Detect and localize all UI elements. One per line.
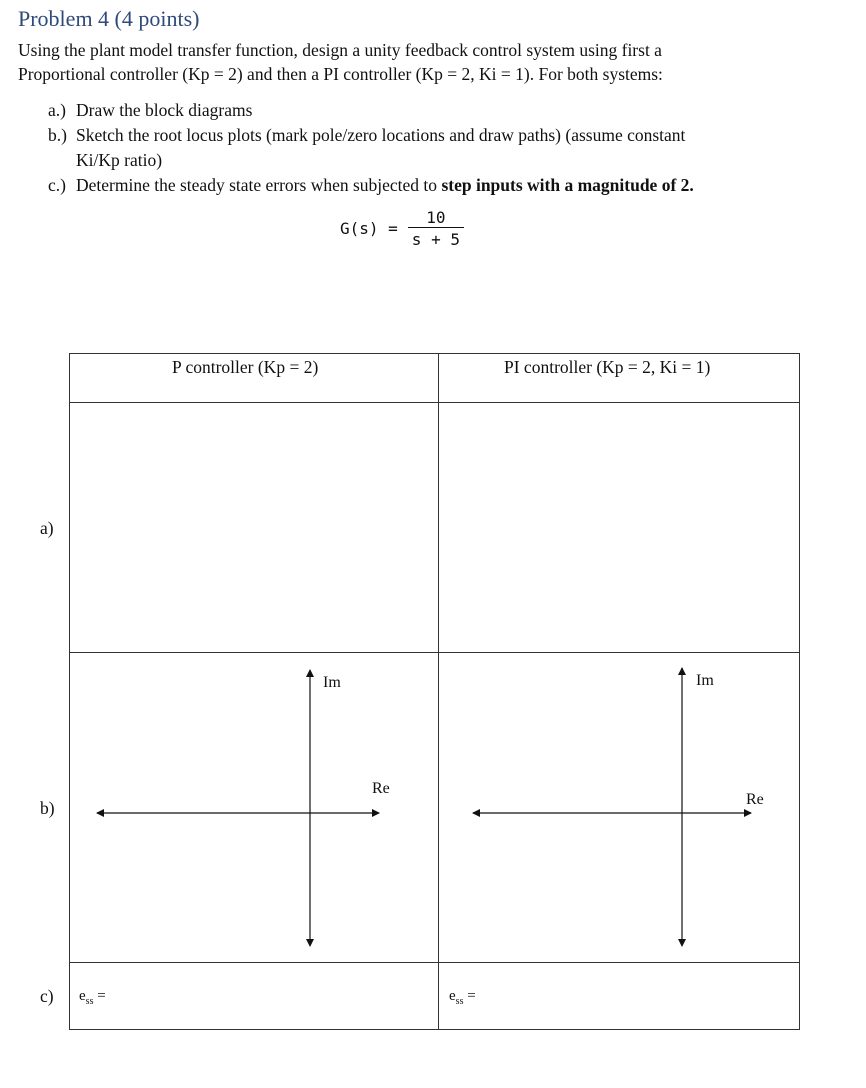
task-a xyxy=(48,100,252,121)
p-ess-subscript: ss xyxy=(85,996,94,1007)
task-c-bold-text: step inputs with a magnitude of 2. xyxy=(441,175,694,195)
formula-numerator: 10 xyxy=(426,208,446,227)
problem-title: Problem 4 (4 points) xyxy=(18,6,200,31)
pi-real-label: Re xyxy=(746,791,764,808)
pi-ess-subscript: ss xyxy=(455,996,464,1007)
transfer-function xyxy=(340,208,464,249)
pi-imag-label: Im xyxy=(696,672,714,689)
answer-table xyxy=(69,353,800,1030)
intro-line-2: Proportional controller (Kp = 2) and then a PI controller (Kp = 2, Ki = 1). For both systems: xyxy=(18,64,663,84)
formula-lhs: G(s) = xyxy=(340,219,398,238)
header-p-controller: P controller (Kp = 2) xyxy=(172,357,319,377)
task-b-text: Sketch the root locus plots (mark pole/zero locations and draw paths) (assume constant xyxy=(76,125,686,145)
p-ess-equals: = xyxy=(97,988,106,1004)
task-a-label: a.) xyxy=(48,100,66,120)
task-b-label: b.) xyxy=(48,125,67,145)
formula-fraction xyxy=(408,208,464,249)
task-b-continuation: Ki/Kp ratio) xyxy=(76,150,163,170)
pi-steady-state-error xyxy=(449,988,476,1007)
pi-ess-equals: = xyxy=(467,988,476,1004)
task-c xyxy=(48,175,694,196)
row-label-b: b) xyxy=(40,798,55,818)
row-label-a: a) xyxy=(40,518,54,538)
header-pi-controller: PI controller (Kp = 2, Ki = 1) xyxy=(504,357,711,377)
root-locus-axes xyxy=(70,354,801,1031)
intro-line-1: Using the plant model transfer function, design a unity feedback control system using first a xyxy=(18,40,662,60)
row-label-c: c) xyxy=(40,986,54,1006)
pi-ess-symbol: e xyxy=(449,988,456,1004)
task-b xyxy=(48,125,685,146)
task-a-text: Draw the block diagrams xyxy=(76,100,253,120)
p-ess-symbol: e xyxy=(79,988,86,1004)
p-imag-label: Im xyxy=(323,674,341,691)
task-c-text: Determine the steady state errors when subjected to xyxy=(76,175,442,195)
p-steady-state-error xyxy=(79,988,106,1007)
p-real-label: Re xyxy=(372,780,390,797)
task-c-label: c.) xyxy=(48,175,66,195)
formula-denominator: s + 5 xyxy=(408,227,464,249)
